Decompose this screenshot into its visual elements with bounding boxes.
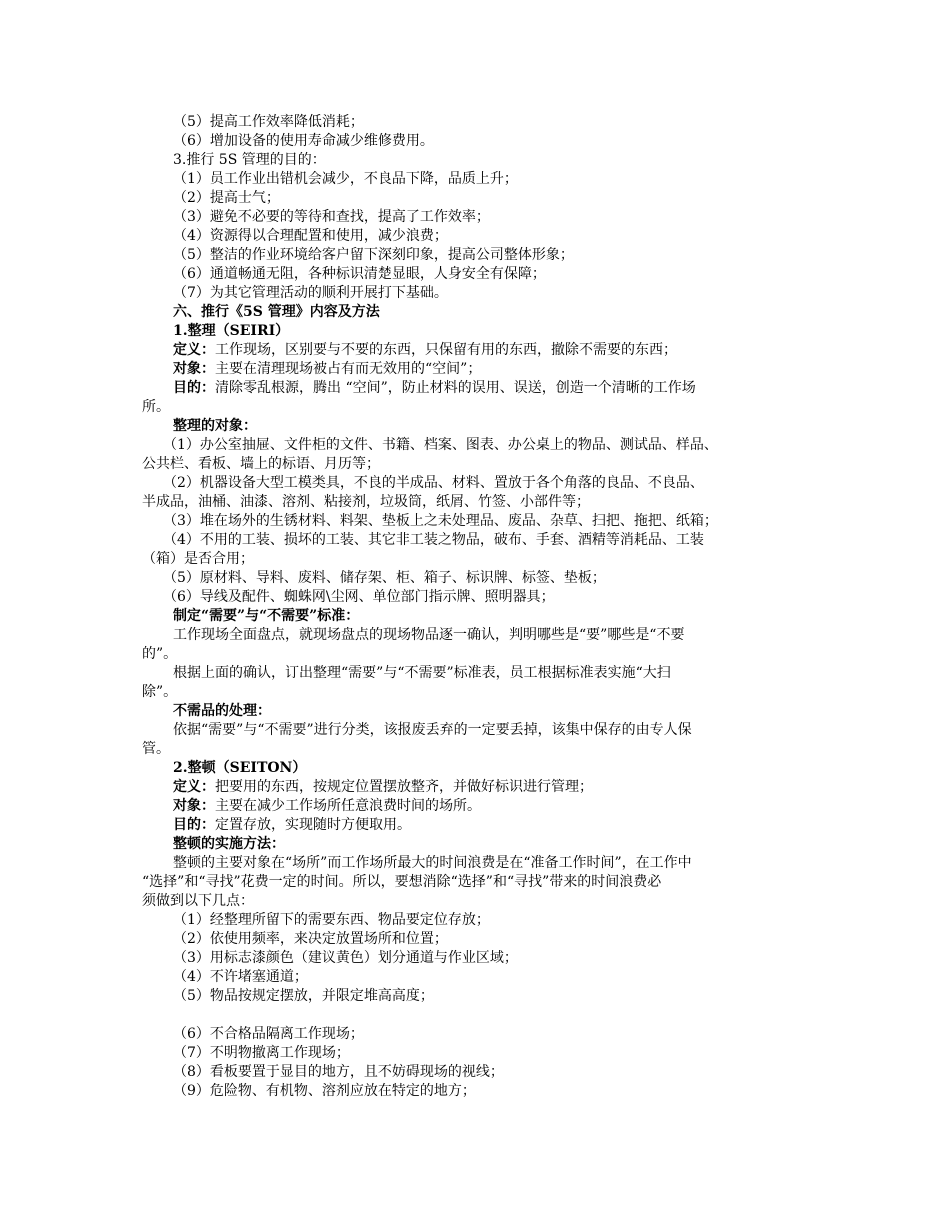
- purpose-line: [173, 816, 822, 835]
- definition-label: 定义：: [173, 342, 215, 358]
- paragraph-heading: 整理的对象：: [173, 418, 257, 434]
- object-line: [173, 797, 822, 816]
- definition-label: 定义：: [173, 779, 215, 795]
- definition-line: [173, 341, 822, 360]
- paragraph-line: （7）为其它管理活动的顺利开展打下基础。: [173, 285, 448, 301]
- paragraph-line: 整顿的主要对象在“场所”而工作场所最大的时间浪费是在“准备工作时间”，在工作中: [173, 855, 692, 871]
- paragraph-line: （4）资源得以合理配置和使用，减少浪费；: [173, 228, 448, 244]
- paragraph-line: （6）不合格品隔离工作现场；: [173, 1026, 364, 1042]
- paragraph-line: （5）整洁的作业环境给客户留下深刻印象，提高公司整体形象；: [173, 247, 574, 263]
- purpose-text: 清除零乱根源，腾出 “空间”，防止材料的误用、误送，创造一个清晰的工作场: [215, 380, 696, 396]
- paragraph-line: （3）用标志漆颜色（建议黄色）划分通道与作业区域；: [173, 950, 518, 966]
- paragraph-line: （4）不许堵塞通道；: [173, 969, 308, 985]
- object-text: 主要在清理现场被占有而无效用的“空间”；: [215, 361, 482, 377]
- paragraph-line: （1）经整理所留下的需要东西、物品要定位存放；: [173, 912, 490, 928]
- paragraph-line: （1）办公室抽屉、文件柜的文件、书籍、档案、图表、办公桌上的物品、测试品、样品、: [170, 437, 718, 453]
- paragraph-line: （6）通道畅通无阻，各种标识清楚显眼，人身安全有保障；: [173, 266, 546, 282]
- paragraph-line: （4）不用的工装、损坏的工装、其它非工装之物品，破布、手套、酒精等消耗品、工装: [170, 532, 704, 548]
- paragraph-heading: 制定“需要”与“不需要”标准：: [173, 608, 360, 624]
- paragraph-line: （7）不明物撤离工作现场；: [173, 1045, 350, 1061]
- paragraph-line: “选择”和“寻找”花费一定的时间。所以，要想消除“选择”和“寻找”带来的时间浪费必: [142, 874, 662, 890]
- section-subheading: 3.推行 5S 管理的目的：: [173, 152, 326, 168]
- paragraph-line: 除”。: [142, 684, 178, 700]
- paragraph-line: （9）危险物、有机物、溶剂应放在特定的地方；: [173, 1083, 476, 1099]
- purpose-label: 目的：: [173, 817, 215, 833]
- paragraph-line: 公共栏、看板、墙上的标语、月历等；: [142, 456, 380, 472]
- paragraph-line: 管。: [142, 741, 170, 757]
- paragraph-line: （3）堆在场外的生锈材料、料架、垫板上之未处理品、废品、杂草、扫把、拖把、纸箱；: [170, 513, 718, 529]
- paragraph-line: （5）物品按规定摆放，并限定堆高高度；: [173, 988, 434, 1004]
- purpose-text: 定置存放，实现随时方便取用。: [215, 817, 411, 833]
- paragraph-heading: 整顿的实施方法：: [173, 836, 285, 852]
- definition-line: [173, 778, 822, 797]
- paragraph-line: （2）提高士气；: [173, 190, 280, 206]
- purpose-line: [173, 379, 822, 398]
- paragraph-line: 根据上面的确认，订出整理“需要”与“不需要”标准表，员工根据标准表实施“大扫: [173, 665, 671, 681]
- paragraph-line: （5）提高工作效率降低消耗；: [173, 114, 364, 130]
- paragraph-line: （5）原材料、导料、废料、储存架、柜、箱子、标识牌、标签、垫板；: [170, 570, 606, 586]
- subsection-heading: 2.整顿（SEITON）: [173, 760, 307, 776]
- paragraph-line: （箱）是否合用；: [142, 551, 254, 567]
- paragraph-line: （6）增加设备的使用寿命减少维修费用。: [173, 133, 434, 149]
- section-heading: 六、推行《5S 管理》内容及方法: [173, 304, 380, 320]
- paragraph-line: 半成品，油桶、油漆、溶剂、粘接剂，垃圾筒，纸屑、竹签、小部件等；: [142, 494, 590, 510]
- purpose-label: 目的：: [173, 380, 215, 396]
- paragraph-line: （2）机器设备大型工模类具，不良的半成品、材料、置放于各个角落的良品、不良品、: [170, 475, 704, 491]
- paragraph-line: （6）导线及配件、蜘蛛网\尘网、单位部门指示牌、照明器具；: [170, 589, 555, 605]
- paragraph-line: 的”。: [142, 646, 178, 662]
- paragraph-line: （8）看板要置于显目的地方，且不妨碍现场的视线；: [173, 1064, 504, 1080]
- paragraph-line: （2）依使用频率，来决定放置场所和位置；: [173, 931, 448, 947]
- object-text: 主要在减少工作场所任意浪费时间的场所。: [215, 798, 481, 814]
- paragraph-line: （3）避免不必要的等待和查找，提高了工作效率；: [173, 209, 490, 225]
- object-line: [173, 360, 822, 379]
- object-label: 对象：: [173, 361, 215, 377]
- paragraph-heading: 不需品的处理：: [173, 703, 271, 719]
- paragraph-line: 工作现场全面盘点，就现场盘点的现场物品逐一确认，判明哪些是“要”哪些是“不要: [173, 627, 685, 643]
- paragraph-line: 须做到以下几点：: [142, 893, 254, 909]
- paragraph-line: （1）员工作业出错机会减少，不良品下降，品质上升；: [173, 171, 518, 187]
- paragraph-line: 所。: [142, 399, 170, 415]
- definition-text: 工作现场，区别要与不要的东西，只保留有用的东西，撤除不需要的东西；: [215, 342, 677, 358]
- definition-text: 把要用的东西，按规定位置摆放整齐，并做好标识进行管理；: [215, 779, 593, 795]
- object-label: 对象：: [173, 798, 215, 814]
- subsection-heading: 1.整理（SEIRI）: [173, 323, 290, 339]
- paragraph-line: 依据“需要”与“不需要”进行分类，该报废丢弃的一定要丢掉，该集中保存的由专人保: [173, 722, 692, 738]
